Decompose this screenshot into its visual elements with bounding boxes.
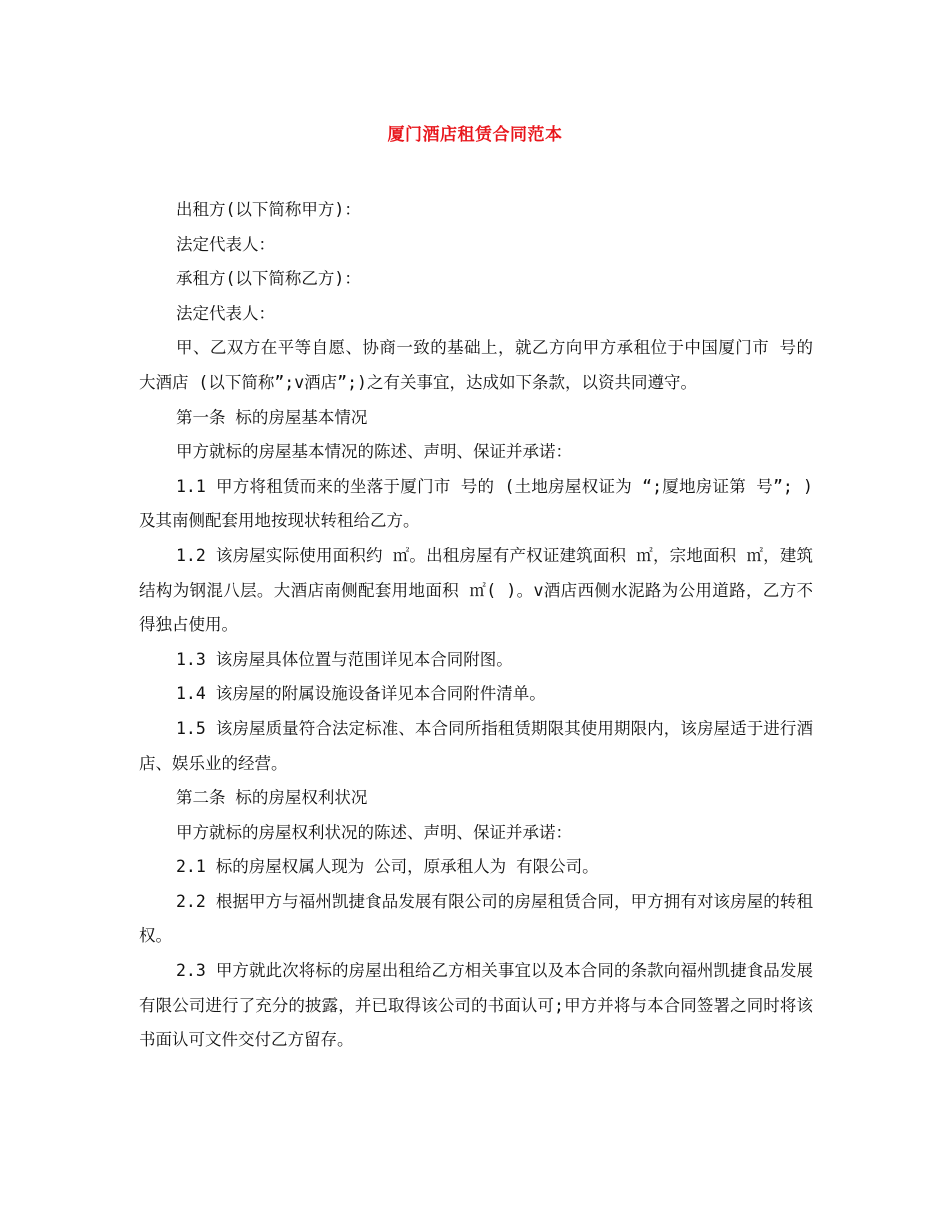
paragraph-lessor-representative: 法定代表人： [176, 234, 275, 254]
clause-2-1: 2.1 标的房屋权属人现为 公司，原承租人为 有限公司。 [176, 857, 599, 877]
paragraph-lessee-representative: 法定代表人： [176, 303, 275, 323]
document-title: 厦门酒店租赁合同范本 [387, 125, 563, 145]
article-heading-2: 第二条 标的房屋权利状况 [176, 788, 368, 808]
clause-1-5: 1.5 该房屋质量符合法定标准、本合同所指租赁期限其使用期限内，该房屋适于进行酒店、娱乐业的经营。 [139, 718, 813, 773]
document-body [139, 193, 813, 1058]
paragraph-lessor: 出租方(以下简称甲方)： [176, 200, 361, 219]
clause-1-3: 1.3 该房屋具体位置与范围详见本合同附图。 [176, 649, 513, 669]
clause-1-1: 1.1 甲方将租赁而来的坐落于厦门市 号的 (土地房屋权证为 “;厦地房证第 号”; )及其南侧配套用地按现状转租给乙方。 [139, 476, 813, 531]
paragraph-preamble: 甲、乙双方在平等自愿、协商一致的基础上，就乙方向甲方承租位于中国厦门市 号的 大酒店 (以下简称”;v酒店”;)之有关事宜，达成如下条款，以资共同遵守。 [139, 338, 813, 392]
article-heading-1: 第一条 标的房屋基本情况 [176, 407, 368, 427]
paragraph-lessee: 承租方(以下简称乙方)： [176, 269, 361, 289]
paragraph-article-2-intro: 甲方就标的房屋权利状况的陈述、声明、保证并承诺： [176, 822, 572, 842]
clause-1-4: 1.4 该房屋的附属设施设备详见本合同附件清单。 [176, 684, 546, 704]
clause-2-2: 2.2 根据甲方与福州凯捷食品发展有限公司的房屋租赁合同，甲方拥有对该房屋的转租权。 [139, 891, 813, 946]
clause-2-3: 2.3 甲方就此次将标的房屋出租给乙方相关事宜以及本合同的条款向福州凯捷食品发展有限公司进行了充分的披露，并已取得该公司的书面认可;甲方并将与本合同签署之同时将该书面认可文件交付乙方留存。 [139, 961, 813, 1050]
paragraph-article-1-intro: 甲方就标的房屋基本情况的陈述、声明、保证并承诺： [176, 442, 572, 462]
clause-1-2: 1.2 该房屋实际使用面积约 ㎡。出租房屋有产权证建筑面积 ㎡，宗地面积 ㎡，建筑结构为钢混八层。大酒店南侧配套用地面积 ㎡( )。v酒店西侧水泥路为公用道路，乙方不得独占使用。 [139, 545, 813, 635]
